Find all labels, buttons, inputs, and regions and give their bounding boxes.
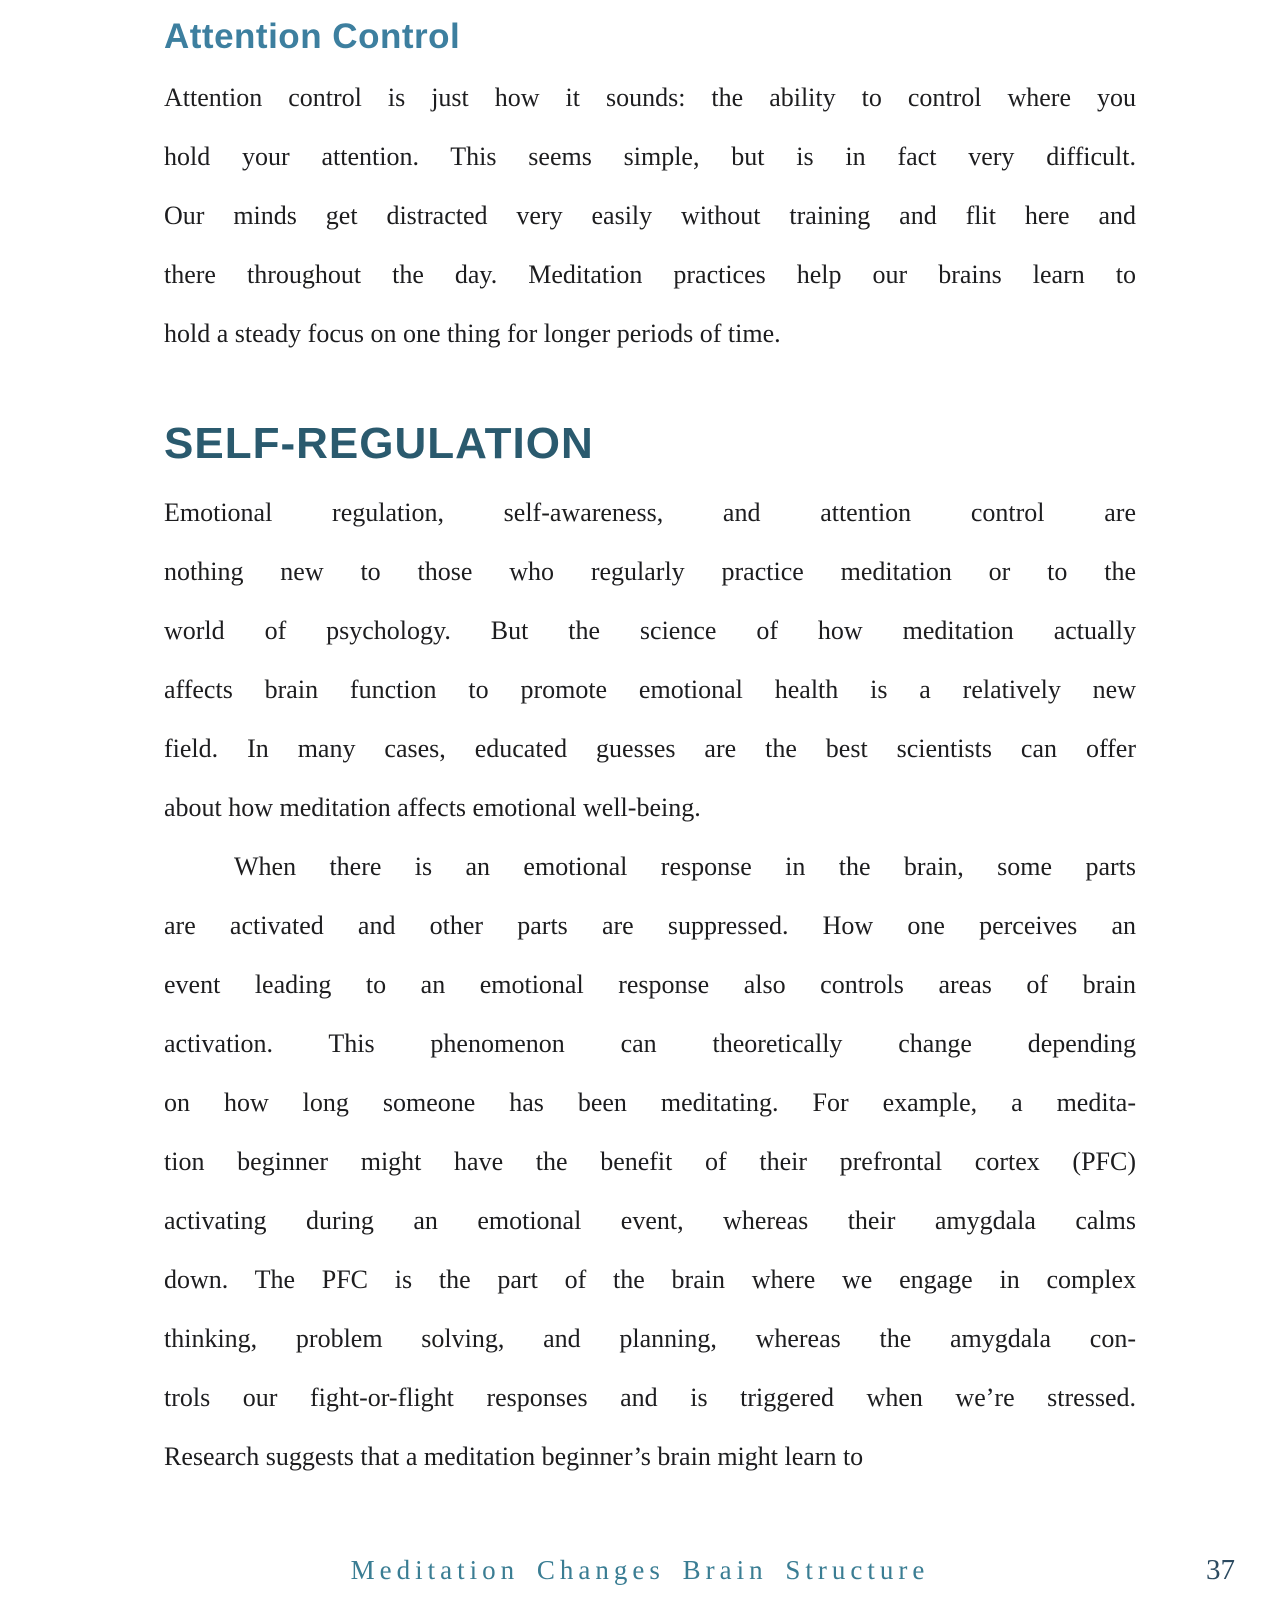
text-line: Attention control is just how it sounds: the ability to control where you — [164, 83, 1136, 112]
page-footer — [0, 1552, 1280, 1588]
text-line: nothing new to those who regularly practice meditation or to the — [164, 557, 1136, 586]
text-line: there throughout the day. Meditation practices help our brains learn to — [164, 260, 1136, 289]
text-line: tion beginner might have the benefit of their prefrontal cortex (PFC) — [164, 1147, 1136, 1176]
paragraph-self-regulation-1 — [164, 483, 1136, 837]
text-line: world of psychology. But the science of how meditation actually — [164, 616, 1136, 645]
text-line: down. The PFC is the part of the brain where we engage in complex — [164, 1265, 1136, 1294]
sub-section-heading: Attention Control — [164, 17, 461, 56]
text-line: Emotional regulation, self-awareness, and attention control are — [164, 498, 1136, 527]
text-line: hold a steady focus on one thing for longer periods of time. — [164, 319, 781, 348]
page-number: 37 — [1206, 1554, 1235, 1586]
text-line: event leading to an emotional response also controls areas of brain — [164, 970, 1136, 999]
text-line: activation. This phenomenon can theoretically change depending — [164, 1029, 1136, 1058]
text-line: trols our fight-or-flight responses and is triggered when we’re stressed. — [164, 1383, 1136, 1412]
running-title: Meditation Changes Brain Structure — [350, 1555, 930, 1585]
section-heading: SELF-REGULATION — [164, 419, 594, 468]
text-line: hold your attention. This seems simple, but is in fact very difficult. — [164, 142, 1136, 171]
text-line: on how long someone has been meditating. For example, a medita- — [164, 1088, 1136, 1117]
text-line: are activated and other parts are suppressed. How one perceives an — [164, 911, 1136, 940]
text-line: field. In many cases, educated guesses are the best scientists can offer — [164, 734, 1136, 763]
text-column — [164, 0, 1136, 1486]
text-line: activating during an emotional event, whereas their amygdala calms — [164, 1206, 1136, 1235]
text-line: affects brain function to promote emotional health is a relatively new — [164, 675, 1136, 704]
text-line: Research suggests that a meditation beginner’s brain might learn to — [164, 1442, 864, 1471]
text-line: thinking, problem solving, and planning, whereas the amygdala con- — [164, 1324, 1136, 1353]
text-line: Our minds get distracted very easily without training and flit here and — [164, 201, 1136, 230]
paragraph-attention-control — [164, 68, 1136, 363]
text-line: about how meditation affects emotional well-being. — [164, 793, 701, 822]
paragraph-self-regulation-2 — [164, 837, 1136, 1486]
text-line: When there is an emotional response in the brain, some parts — [234, 852, 1136, 881]
